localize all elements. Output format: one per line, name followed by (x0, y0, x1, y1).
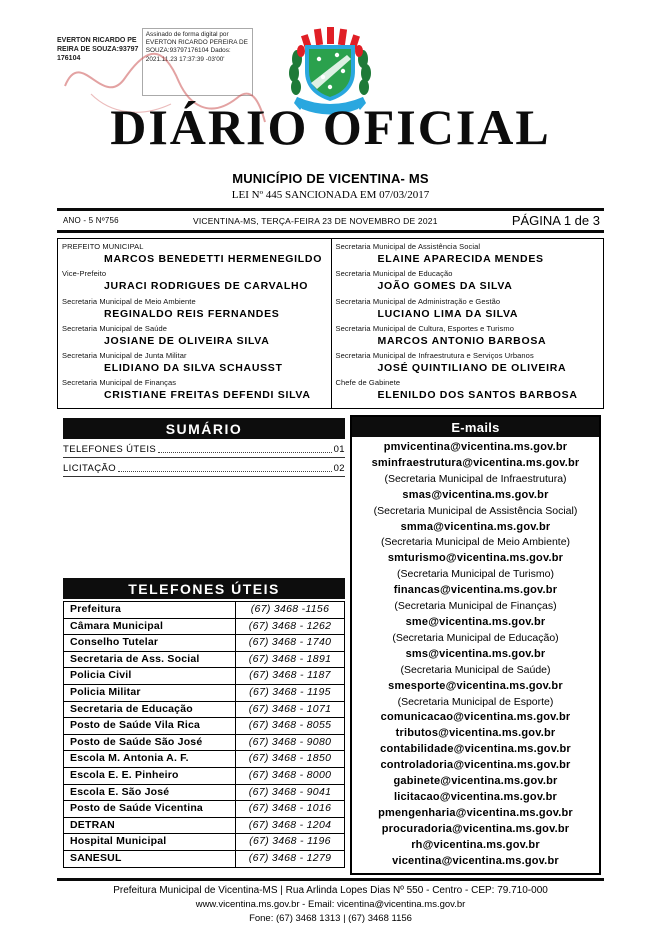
official-role: PREFEITO MUNICIPAL (62, 242, 144, 251)
phone-entity: DETRAN (64, 818, 236, 834)
table-row (64, 685, 344, 702)
phone-entity: Câmara Municipal (64, 619, 236, 635)
summary-section (63, 418, 345, 477)
official-entry (58, 269, 331, 296)
email-line: procuradoria@vicentina.ms.gov.br (381, 822, 570, 835)
table-row (64, 602, 344, 619)
email-line: (Secretaria Municipal de Educação) (392, 631, 559, 644)
edition-number: ANO - 5 Nº756 (63, 216, 119, 225)
phones-section (63, 578, 345, 868)
table-row (64, 619, 344, 636)
email-line: (Secretaria Municipal de Finanças) (394, 600, 557, 613)
divider-edition-bottom (57, 230, 604, 233)
email-line: sminfraestrutura@vicentina.ms.gov.br (371, 456, 580, 469)
edition-bar (57, 212, 604, 229)
official-entry (58, 351, 331, 378)
official-name: LUCIANO LIMA DA SILVA (377, 307, 519, 320)
email-line: pmengenharia@vicentina.ms.gov.br (378, 806, 573, 819)
table-row (64, 735, 344, 752)
edition-date: VICENTINA-MS, TERÇA-FEIRA 23 DE NOVEMBRO DE 2021 (192, 215, 438, 226)
summary-item-label: TELEFONES ÚTEIS (63, 444, 157, 455)
dotted-leader (158, 452, 332, 453)
email-line: vicentina@vicentina.ms.gov.br (392, 854, 559, 867)
gazette-title: DIÁRIO OFICIAL (110, 99, 551, 155)
phone-number: (67) 3468 - 1016 (248, 802, 332, 815)
phone-number: (67) 3468 - 9041 (248, 785, 332, 798)
dotted-leader (118, 471, 332, 472)
official-entry (332, 324, 604, 351)
phones-table (63, 601, 345, 868)
official-entry (332, 242, 604, 269)
email-line: tributos@vicentina.ms.gov.br (395, 727, 556, 740)
law-line: LEI Nº 445 SANCIONADA EM 07/03/2017 (231, 189, 430, 201)
phones-header: TELEFONES ÚTEIS (63, 578, 345, 599)
official-entry (332, 378, 604, 405)
official-entry (58, 324, 331, 351)
email-line: rh@vicentina.ms.gov.br (411, 838, 540, 851)
summary-header: SUMÁRIO (63, 418, 345, 439)
footer (0, 884, 661, 926)
table-row (64, 751, 344, 768)
phone-number: (67) 3468 - 1195 (249, 685, 331, 698)
emails-list (352, 437, 599, 869)
phone-number: (67) 3468 - 1187 (249, 669, 331, 682)
footer-address: Prefeitura Municipal de Vicentina-MS | Rua Arlinda Lopes Dias Nº 550 - Centro - CEP: 79.710-000 (113, 885, 548, 896)
table-row (64, 652, 344, 669)
signature-signer-name: EVERTON RICARDO PEREIRA DE SOUZA:93797176104 (57, 37, 139, 62)
phone-number: (67) 3468 - 1262 (248, 619, 332, 632)
email-line: smesporte@vicentina.ms.gov.br (388, 679, 563, 692)
phone-number: (67) 3468 - 8055 (248, 719, 332, 732)
officials-box (57, 238, 604, 409)
municipality-line: MUNICÍPIO DE VICENTINA- MS (232, 171, 429, 186)
summary-item (63, 439, 345, 458)
official-name: CRISTIANE FREITAS DEFENDI SILVA (104, 389, 311, 402)
table-row (64, 668, 344, 685)
phone-entity: Posto de Saúde Vicentina (64, 801, 236, 817)
signature-details: Assinado de forma digital por EVERTON RICARDO PEREIRA DE SOUZA:93797176104 Dados: 2021.11.23 17:37:39 -03'00' (142, 28, 253, 96)
official-role: Secretaria Municipal de Saúde (62, 323, 168, 333)
official-name: JOSÉ QUINTILIANO DE OLIVEIRA (377, 362, 567, 375)
official-entry (332, 269, 604, 296)
email-line: gabinete@vicentina.ms.gov.br (393, 775, 558, 788)
divider-footer (57, 878, 604, 881)
email-line: (Secretaria Municipal de Saúde) (400, 663, 551, 676)
phone-number: (67) 3468 - 1196 (249, 835, 331, 848)
phone-entity: Prefeitura (64, 602, 236, 618)
phone-entity: Policia Militar (64, 685, 236, 701)
email-line: (Secretaria Municipal de Assistência Social) (373, 504, 578, 517)
phone-entity: Policia Civil (64, 668, 236, 684)
official-role: Secretaria Municipal de Assistência Social (335, 242, 481, 251)
emails-section (350, 415, 601, 875)
phone-number: (67) 3468 - 1279 (248, 851, 332, 864)
page-indicator: PÁGINA 1 de 3 (511, 213, 600, 228)
phone-entity: Escola E. São José (64, 785, 236, 801)
phone-entity: Posto de Saúde São José (64, 735, 236, 751)
table-row (64, 818, 344, 835)
summary-item-page: 01 (333, 444, 345, 455)
phone-number: (67) 3468 - 1740 (248, 636, 332, 649)
email-line: (Secretaria Municipal de Meio Ambiente) (380, 536, 571, 549)
phone-entity: SANESUL (64, 851, 236, 867)
official-entry (58, 242, 331, 269)
phone-entity: Posto de Saúde Vila Rica (64, 718, 236, 734)
official-role: Secretaria Municipal de Junta Militar (62, 351, 187, 361)
email-line: (Secretaria Municipal de Esporte) (397, 695, 554, 708)
table-row (64, 785, 344, 802)
official-name: REGINALDO REIS FERNANDES (104, 307, 280, 320)
officials-right-column (331, 239, 604, 408)
table-row (64, 801, 344, 818)
official-name: ELENILDO DOS SANTOS BARBOSA (377, 389, 578, 402)
official-role: Secretaria Municipal de Infraestrutura e Serviços Urbanos (335, 351, 534, 361)
email-line: licitacao@vicentina.ms.gov.br (393, 790, 558, 803)
email-line: sms@vicentina.ms.gov.br (405, 647, 546, 660)
phone-number: (67) 3468 -1156 (250, 603, 330, 615)
official-name: MARCOS ANTONIO BARBOSA (377, 334, 547, 347)
footer-phone: Fone: (67) 3468 1313 | (67) 3468 1156 (249, 913, 412, 924)
phone-entity: Secretaria de Ass. Social (64, 652, 236, 668)
phone-entity: Conselho Tutelar (64, 635, 236, 651)
email-line: financas@vicentina.ms.gov.br (393, 584, 558, 597)
official-name: JOSIANE DE OLIVEIRA SILVA (104, 334, 270, 347)
official-role: Secretaria Municipal de Finanças (62, 378, 177, 388)
official-role: Chefe de Gabinete (335, 378, 401, 388)
phone-number: (67) 3468 - 1850 (248, 752, 332, 765)
official-role: Secretaria Municipal de Administração e Gestão (335, 296, 501, 306)
phone-entity: Hospital Municipal (64, 834, 236, 850)
official-role: Secretaria Municipal de Meio Ambiente (62, 296, 196, 306)
email-line: contabilidade@vicentina.ms.gov.br (380, 743, 571, 756)
email-line: smma@vicentina.ms.gov.br (400, 520, 551, 533)
summary-item (63, 458, 345, 477)
footer-website-email: www.vicentina.ms.gov.br - Email: vicentina@vicentina.ms.gov.br (195, 899, 466, 910)
phone-number: (67) 3468 - 8000 (248, 768, 332, 781)
emails-header: E-mails (352, 417, 599, 437)
summary-list (63, 439, 345, 477)
phone-entity: Escola M. Antonia A. F. (64, 751, 236, 767)
official-name: ELAINE APARECIDA MENDES (377, 253, 544, 265)
phone-number: (67) 3468 - 1071 (248, 702, 332, 715)
official-role: Secretaria Municipal de Cultura, Esportes e Turismo (335, 323, 515, 333)
email-line: comunicacao@vicentina.ms.gov.br (380, 711, 571, 724)
email-line: (Secretaria Municipal de Turismo) (397, 568, 554, 581)
email-line: smturismo@vicentina.ms.gov.br (387, 552, 564, 565)
phone-number: (67) 3468 - 1204 (248, 818, 332, 831)
phone-number: (67) 3468 - 1891 (248, 652, 332, 665)
phone-entity: Escola E. E. Pinheiro (64, 768, 236, 784)
email-line: sme@vicentina.ms.gov.br (405, 615, 546, 628)
table-row (64, 834, 344, 851)
table-row (64, 635, 344, 652)
email-line: pmvicentina@vicentina.ms.gov.br (383, 441, 568, 453)
summary-item-label: LICITAÇÃO (63, 463, 117, 474)
official-name: ELIDIANO DA SILVA SCHAUSST (104, 362, 283, 375)
official-name: MARCOS BENEDETTI HERMENEGILDO (104, 253, 323, 265)
officials-left-column (58, 239, 331, 408)
table-row (64, 851, 344, 867)
official-role: Vice-Prefeito (62, 269, 107, 279)
official-name: JOÃO GOMES DA SILVA (377, 280, 513, 293)
phone-number: (67) 3468 - 9080 (248, 735, 332, 748)
email-line: smas@vicentina.ms.gov.br (402, 488, 549, 501)
phone-entity: Secretaria de Educação (64, 702, 236, 718)
official-name: JURACI RODRIGUES DE CARVALHO (104, 280, 309, 293)
digital-signature-block (57, 28, 253, 104)
table-row (64, 702, 344, 719)
table-row (64, 768, 344, 785)
official-entry (58, 297, 331, 324)
official-role: Secretaria Municipal de Educação (335, 269, 453, 279)
email-line: (Secretaria Municipal de Infraestrutura) (384, 472, 567, 485)
divider-top (57, 208, 604, 211)
official-entry (332, 297, 604, 324)
email-line: controladoria@vicentina.ms.gov.br (380, 759, 571, 772)
table-row (64, 718, 344, 735)
official-entry (332, 351, 604, 378)
official-entry (58, 378, 331, 405)
summary-item-page: 02 (333, 463, 345, 474)
